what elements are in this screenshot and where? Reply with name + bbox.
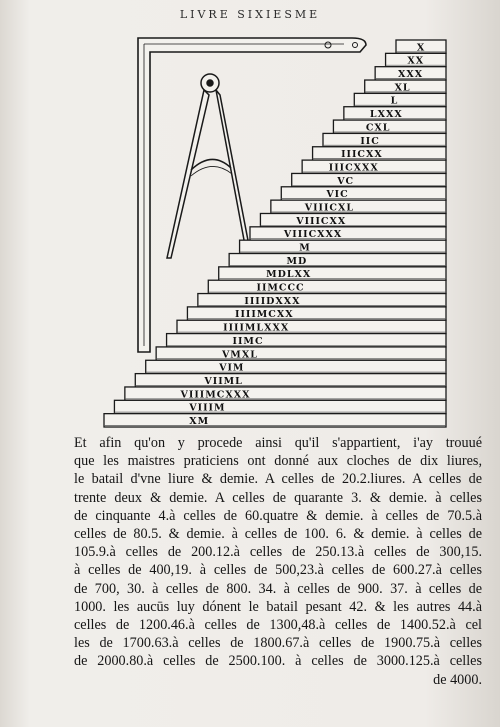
stair-step-label: VIM bbox=[219, 362, 245, 374]
stair-step-label: IIC bbox=[360, 135, 380, 147]
stair-step-label: LXXX bbox=[369, 109, 403, 121]
stair-step-block bbox=[104, 414, 446, 427]
stair-step-label: XL bbox=[394, 82, 411, 94]
stair-step bbox=[229, 254, 446, 267]
staircase bbox=[104, 40, 446, 427]
stair-step-block bbox=[250, 227, 446, 240]
text-line: à celles de 400,19. à celles de 500,23.à celles de 600.27.à celles bbox=[74, 562, 482, 579]
stair-step bbox=[354, 93, 446, 106]
stair-step-label: VIIICXL bbox=[304, 202, 355, 214]
stair-step-block bbox=[167, 334, 446, 347]
stair-step-label: VC bbox=[337, 175, 355, 187]
stair-step-label: XM bbox=[189, 416, 210, 427]
stair-step bbox=[333, 120, 446, 133]
stair-step bbox=[302, 160, 446, 173]
stair-step bbox=[146, 360, 446, 373]
stair-step-label: IIIIMCXX bbox=[235, 309, 294, 321]
stair-step-block bbox=[208, 280, 446, 293]
text-line: de 2000.80.à celles de 2500.100. à celles de 3000.125.à celles bbox=[74, 653, 482, 670]
stair-step-block bbox=[240, 240, 446, 253]
stair-step bbox=[323, 133, 446, 146]
stair-step-label: VIIIMCXXX bbox=[180, 389, 251, 401]
stair-step-block bbox=[187, 307, 446, 320]
compass-icon bbox=[167, 74, 251, 258]
stair-step bbox=[281, 187, 446, 200]
text-line: de cinquante 4.à celles de 60.quatre & demie. à celles de 70.5.à bbox=[74, 507, 482, 524]
stair-step-label: XX bbox=[407, 55, 425, 67]
stair-step-block bbox=[271, 200, 446, 213]
stair-step-label: XXX bbox=[398, 69, 424, 81]
text-line: Et afin qu'on y procede ainsi qu'il s'appartient, i'ay trouué bbox=[74, 435, 482, 451]
text-line: celles de 80.5. & demie. à celles de 100. 6. & demie. à celles de bbox=[74, 526, 482, 543]
stair-step bbox=[271, 200, 446, 213]
stair-step-label: X bbox=[416, 42, 426, 54]
stair-step bbox=[167, 334, 446, 347]
stair-step-block bbox=[156, 347, 446, 360]
stair-step-label: VIIICXX bbox=[296, 215, 347, 227]
stair-step bbox=[386, 53, 446, 66]
stair-step-block bbox=[219, 267, 446, 280]
text-line: les de 1700.63.à celles de 1800.67.à celles de 1900.75.à celles bbox=[74, 635, 482, 652]
stair-step-block bbox=[198, 294, 446, 307]
stair-step-block bbox=[323, 133, 446, 146]
stair-step bbox=[198, 294, 446, 307]
text-line: que les maistres praticiens ont donné aux cloches de dix liures, bbox=[74, 453, 482, 470]
stair-step-block bbox=[281, 187, 446, 200]
stair-step-label: M bbox=[299, 242, 311, 254]
stair-step-label: CXL bbox=[365, 122, 391, 134]
text-line: le batail d'vne liure & demie. A celles de 20.2.liures. A celles de bbox=[74, 471, 482, 488]
stair-step-label: L bbox=[390, 95, 399, 107]
stair-step bbox=[114, 400, 446, 413]
stair-step bbox=[240, 240, 446, 253]
stair-step-block bbox=[292, 173, 446, 186]
stair-step-label: IIICXXX bbox=[328, 162, 379, 174]
text-line: de 4000. bbox=[433, 671, 482, 688]
stair-step-label: IIMC bbox=[232, 335, 264, 347]
stair-step-block bbox=[229, 254, 446, 267]
stair-step bbox=[292, 173, 446, 186]
stair-step bbox=[260, 213, 446, 226]
text-line: trente deux & demie. A celles de quarante 3. & demie. à celles bbox=[74, 489, 482, 506]
stair-step bbox=[375, 67, 446, 80]
stair-step bbox=[219, 267, 446, 280]
stair-step-block bbox=[354, 93, 446, 106]
stair-step-block bbox=[146, 360, 446, 373]
stair-step bbox=[365, 80, 446, 93]
text-line: 105.9.à celles de 200.12.à celles de 250.13.à celles de 300,15. bbox=[74, 544, 482, 561]
running-head: LIVRE SIXIESME bbox=[179, 8, 321, 21]
stair-step-label: VIIML bbox=[204, 375, 243, 387]
stair-step bbox=[135, 374, 446, 387]
stair-step-label: VIC bbox=[326, 189, 349, 201]
text-line: 1000. les aucūs luy dónent le batail pesant 42. & les autres 44.à bbox=[74, 598, 482, 615]
text-line: de 700, 30. à celles de 800. 34. à celles de 900. 37. à celles de bbox=[74, 580, 482, 597]
stair-step bbox=[125, 387, 446, 400]
stair-step bbox=[344, 107, 446, 120]
stair-step bbox=[313, 147, 446, 160]
stair-step bbox=[104, 414, 446, 427]
stair-step bbox=[156, 347, 446, 360]
stair-step bbox=[250, 227, 446, 240]
text-line: celles de 1200.46.à celles de 1300,48.à celles de 1400.52.à cel bbox=[74, 617, 482, 634]
stair-step-label: IIICXX bbox=[341, 149, 383, 161]
stair-step-block bbox=[260, 213, 446, 226]
stair-step bbox=[396, 40, 446, 53]
stair-step-label: IIIIMLXXX bbox=[223, 322, 290, 334]
stair-step-block bbox=[114, 400, 446, 413]
stair-step-label: VIIIM bbox=[189, 402, 226, 414]
stair-step-label: IIMCCC bbox=[256, 282, 305, 294]
stair-step-label: VMXL bbox=[221, 349, 258, 361]
stair-step-label: VIIICXXX bbox=[283, 229, 343, 241]
stair-step-label: MD bbox=[286, 255, 308, 267]
stair-step-block bbox=[135, 374, 446, 387]
stair-step bbox=[208, 280, 446, 293]
stair-step-label: MDLXX bbox=[266, 269, 312, 281]
stair-step bbox=[187, 307, 446, 320]
stair-step-block bbox=[177, 320, 446, 333]
stair-step bbox=[177, 320, 446, 333]
stair-step-label: IIIIDXXX bbox=[244, 295, 301, 307]
body-text bbox=[74, 434, 482, 689]
stair-step-block bbox=[125, 387, 446, 400]
